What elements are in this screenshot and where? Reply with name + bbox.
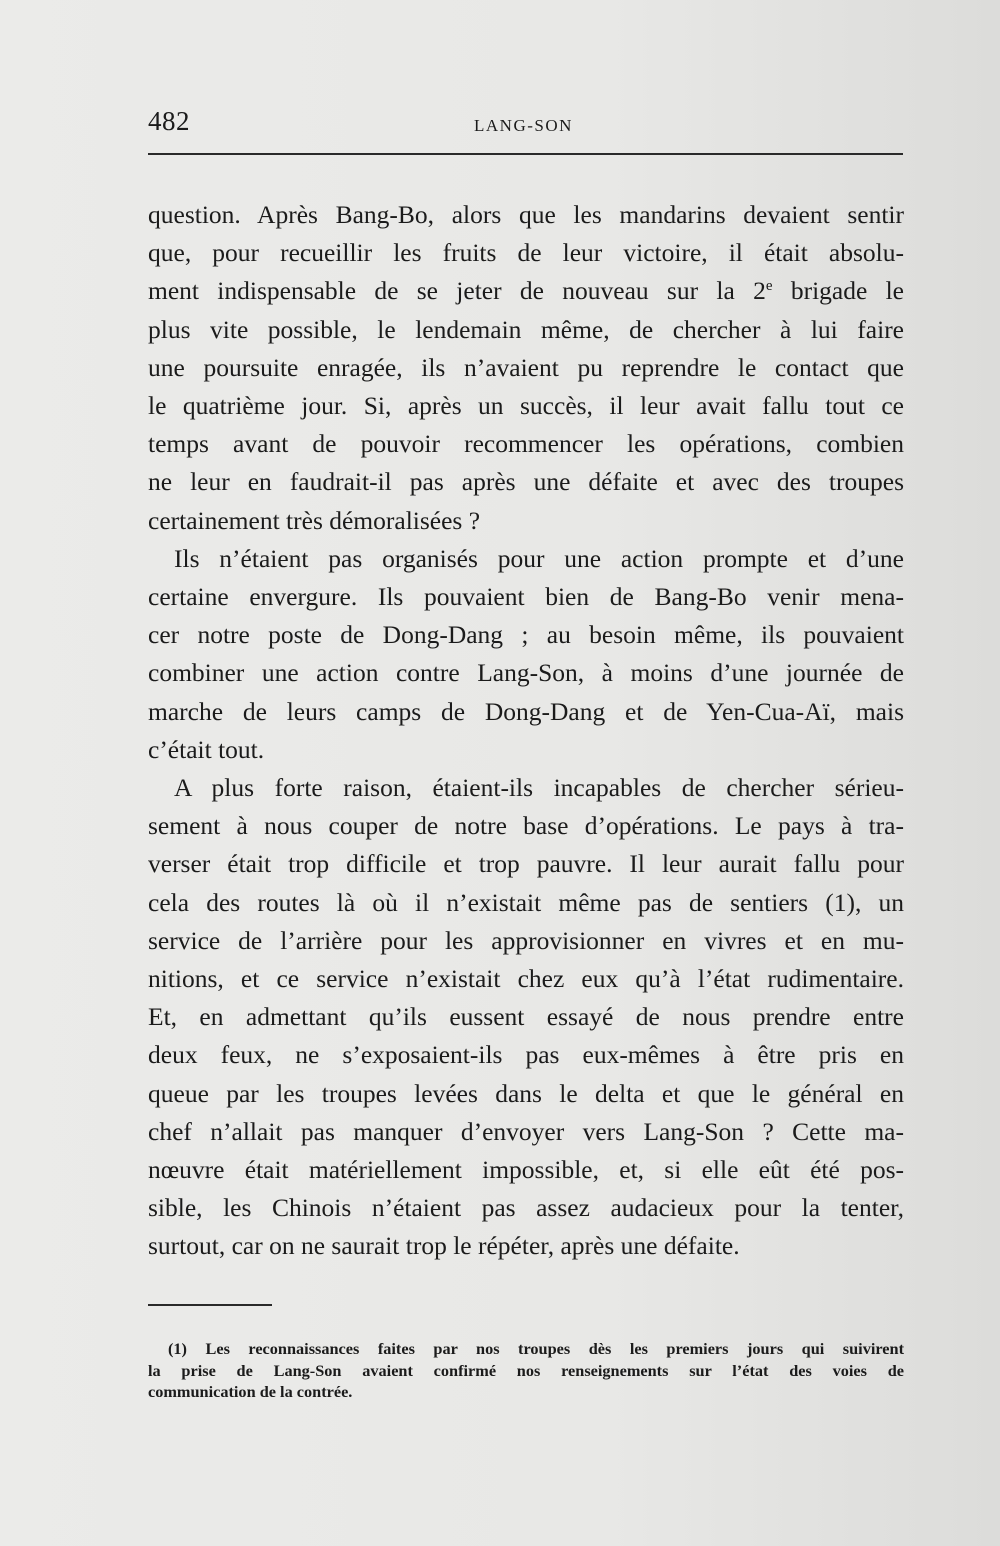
text-line: nœuvre était matériellement impossible, et, si elle eût été pos- — [148, 1155, 904, 1185]
text-line: ne leur en faudrait-il pas après une défaite et avec des troupes — [148, 467, 904, 497]
text-line: certainement très démoralisées ? — [148, 505, 481, 535]
text-line: cer notre poste de Dong-Dang ; au besoin même, ils pouvaient — [148, 620, 904, 650]
text-line: temps avant de pouvoir recommencer les opérations, combien — [148, 429, 904, 459]
text-line: Et, en admettant qu’ils eussent essayé de nous prendre entre — [148, 1002, 904, 1032]
text-line: certaine envergure. Ils pouvaient bien de Bang-Bo venir mena- — [148, 582, 904, 612]
text-line: c’était tout. — [148, 734, 265, 764]
footnote-line: communication de la contrée. — [148, 1382, 353, 1401]
page-number: 482 — [148, 106, 190, 136]
text-line: cela des routes là où il n’existait même pas de sentiers (1), un — [148, 887, 904, 917]
footnote-rule — [148, 1304, 272, 1306]
page-header — [148, 104, 903, 148]
text-line: queue par les troupes levées dans le delta et que le général en — [148, 1078, 904, 1108]
text-line: que, pour recueillir les fruits de leur victoire, il était absolu- — [148, 238, 904, 268]
text-line-tail: brigade le — [772, 276, 904, 306]
text-line: nitions, et ce service n’existait chez eux qu’à l’état rudimentaire. — [148, 964, 904, 994]
text-line: Ils n’étaient pas organisés pour une action prompte et d’une — [174, 543, 904, 573]
text-line: marche de leurs camps de Dong-Dang et de Yen-Cua-Aï, mais — [148, 696, 904, 726]
footnote-line: (1) Les reconnaissances faites par nos troupes dès les premiers jours qui suivirent — [168, 1339, 904, 1358]
text-line: combiner une action contre Lang-Son, à moins d’une journée de — [148, 658, 904, 688]
text-line: le quatrième jour. Si, après un succès, il leur avait fallu tout ce — [148, 391, 904, 421]
text-line: verser était trop difficile et trop pauvre. Il leur aurait fallu pour — [148, 849, 904, 879]
text-line: sible, les Chinois n’étaient pas assez audacieux pour la tenter, — [148, 1193, 904, 1223]
paragraph-1 — [148, 196, 904, 540]
body-text — [148, 196, 904, 1266]
text-line: service de l’arrière pour les approvisionner en vivres et en mu- — [148, 925, 904, 955]
text-line: deux feux, ne s’exposaient-ils pas eux-mêmes à être pris en — [148, 1040, 904, 1070]
text-line-head: ment indispensable de se jeter de nouveau sur la 2 — [148, 276, 766, 306]
ordinal-superscript: e — [765, 278, 773, 295]
text-line-with-superscript — [148, 272, 904, 310]
running-head: LANG-SON — [474, 116, 573, 135]
text-line: question. Après Bang-Bo, alors que les mandarins devaient sentir — [148, 200, 904, 229]
text-line: sement à nous couper de notre base d’opérations. Le pays à tra- — [148, 811, 904, 841]
text-line: plus vite possible, le lendemain même, de chercher à lui faire — [148, 314, 904, 344]
text-line: une poursuite enragée, ils n’avaient pu reprendre le contact que — [148, 352, 904, 382]
paragraph-3 — [148, 769, 904, 1266]
text-line: A plus forte raison, étaient-ils incapables de chercher sérieu- — [174, 773, 904, 803]
text-line: chef n’allait pas manquer d’envoyer vers Lang-Son ? Cette ma- — [148, 1116, 904, 1146]
text-line: surtout, car on ne saurait trop le répéter, après une défaite. — [148, 1231, 740, 1261]
footnote-line: la prise de Lang-Son avaient confirmé nos renseignements sur l’état des voies de — [148, 1360, 904, 1380]
footnote — [148, 1338, 904, 1403]
paragraph-2 — [148, 540, 904, 769]
header-rule — [148, 153, 903, 155]
